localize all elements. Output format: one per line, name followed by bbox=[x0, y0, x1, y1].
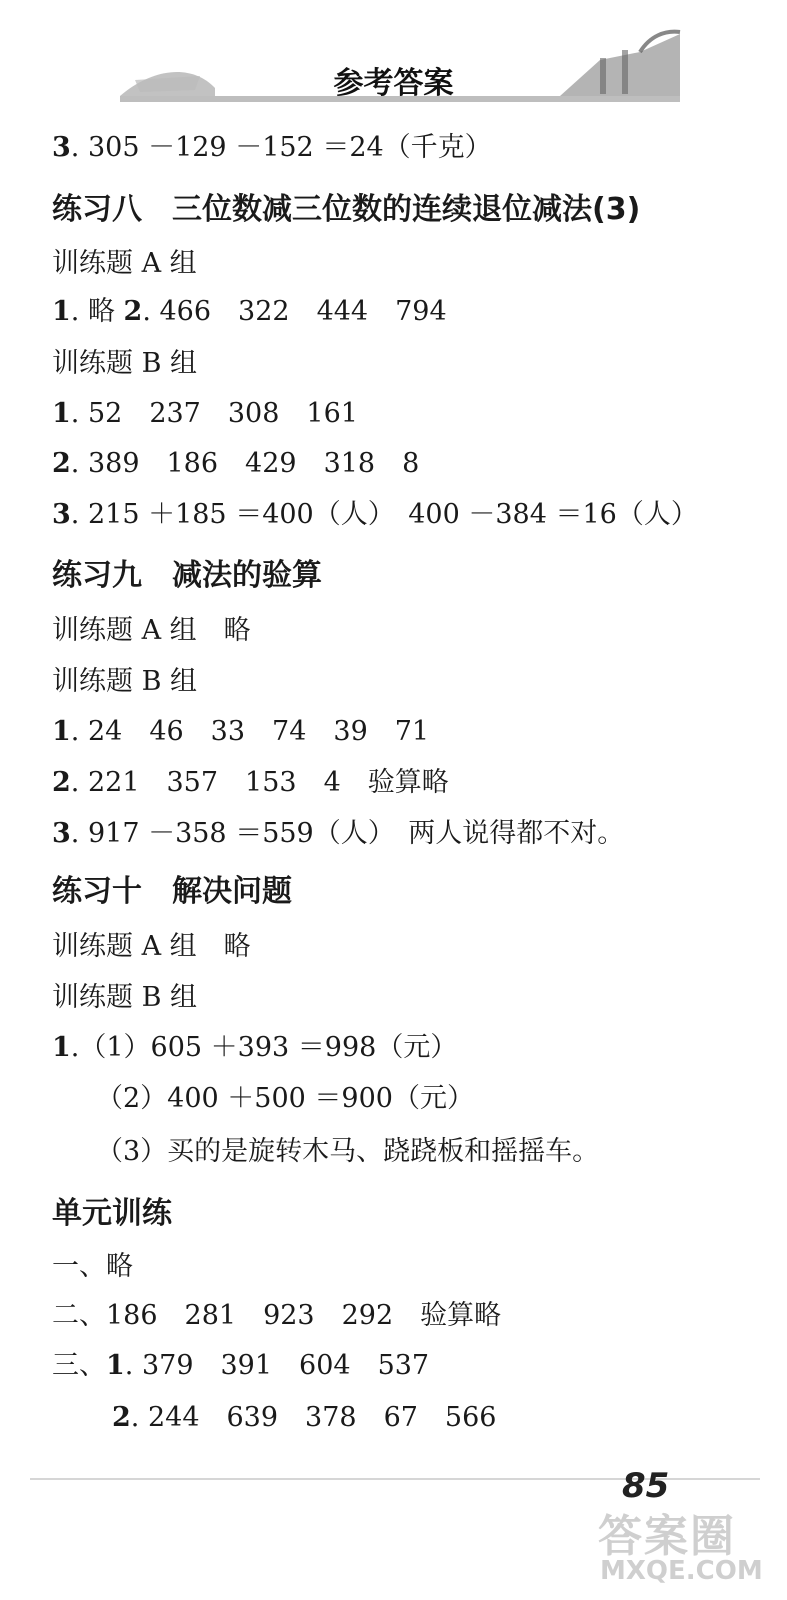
answer-subline: （2）400 ＋500 ＝900（元） bbox=[96, 1083, 474, 1114]
item-number: 1 bbox=[52, 1032, 71, 1063]
answer-text: . 52 237 308 161 bbox=[70, 398, 358, 429]
answer-line bbox=[112, 1400, 496, 1436]
answer-text: . 24 46 33 74 39 71 bbox=[70, 716, 430, 747]
item-number: 3 bbox=[52, 818, 71, 849]
answer-text: . 221 357 153 4 验算略 bbox=[70, 767, 449, 798]
page-header bbox=[0, 0, 787, 120]
answer-line bbox=[52, 130, 492, 166]
answer-line bbox=[52, 816, 624, 852]
section-heading: 练习九 减法的验算 bbox=[52, 558, 322, 593]
answer-line bbox=[52, 1348, 429, 1384]
answer-text: . 389 186 429 318 8 bbox=[70, 448, 420, 479]
answer-text: . 244 639 378 67 566 bbox=[130, 1402, 497, 1433]
item-number: 2 bbox=[112, 1402, 131, 1433]
answer-line bbox=[52, 714, 429, 750]
answer-line bbox=[52, 1030, 457, 1066]
watermark-logo: 答案圈 bbox=[598, 1511, 736, 1562]
answer-line bbox=[52, 497, 698, 533]
group-label: 训练题 B 组 bbox=[52, 982, 198, 1013]
answer-prefix: 三、 bbox=[52, 1350, 106, 1381]
group-label: 训练题 B 组 bbox=[52, 666, 198, 697]
answer-line: 一、略 bbox=[52, 1251, 133, 1282]
item-number: 1 bbox=[106, 1350, 125, 1381]
item-number: 2 bbox=[52, 448, 71, 479]
item-number: 2 bbox=[123, 296, 143, 327]
answer-line bbox=[52, 765, 449, 801]
answer-line bbox=[52, 446, 419, 482]
watermark-url: MXQE.COM bbox=[600, 1556, 763, 1586]
item-number: 1 bbox=[52, 296, 71, 327]
item-number: 1 bbox=[52, 398, 71, 429]
page-number: 85 bbox=[622, 1466, 670, 1506]
group-label: 训练题 B 组 bbox=[52, 348, 198, 379]
answer-text: . 917 －358 ＝559（人） 两人说得都不对。 bbox=[70, 818, 625, 849]
answer-line: 二、186 281 923 292 验算略 bbox=[52, 1300, 502, 1331]
group-label: 训练题 A 组 略 bbox=[52, 615, 251, 646]
item-number: 2 bbox=[52, 767, 71, 798]
item-number: 3 bbox=[52, 132, 71, 163]
group-label: 训练题 A 组 略 bbox=[52, 931, 251, 962]
header-title: 参考答案 bbox=[333, 66, 454, 101]
answer-text: . 215 ＋185 ＝400（人） 400 －384 ＝16（人） bbox=[70, 499, 698, 530]
watermark bbox=[598, 1500, 778, 1596]
item-number: 1 bbox=[52, 716, 71, 747]
answer-text: .（1）605 ＋393 ＝998（元） bbox=[70, 1032, 458, 1063]
answer-line bbox=[52, 396, 358, 432]
section-heading: 单元训练 bbox=[52, 1196, 172, 1231]
answer-text: . 305 －129 －152 ＝24（千克） bbox=[70, 132, 492, 163]
answer-text: . 略 bbox=[70, 296, 124, 327]
item-number: 3 bbox=[52, 499, 71, 530]
section-heading: 练习八 三位数减三位数的连续退位减法(3) bbox=[52, 192, 641, 227]
group-label: 训练题 A 组 bbox=[52, 248, 197, 279]
section-heading: 练习十 解决问题 bbox=[52, 874, 292, 909]
answer-text: . 466 322 444 794 bbox=[142, 296, 447, 327]
answer-text: . 379 391 604 537 bbox=[124, 1350, 430, 1381]
answer-subline: （3）买的是旋转木马、跷跷板和摇摇车。 bbox=[96, 1136, 600, 1167]
answer-line bbox=[52, 294, 447, 330]
